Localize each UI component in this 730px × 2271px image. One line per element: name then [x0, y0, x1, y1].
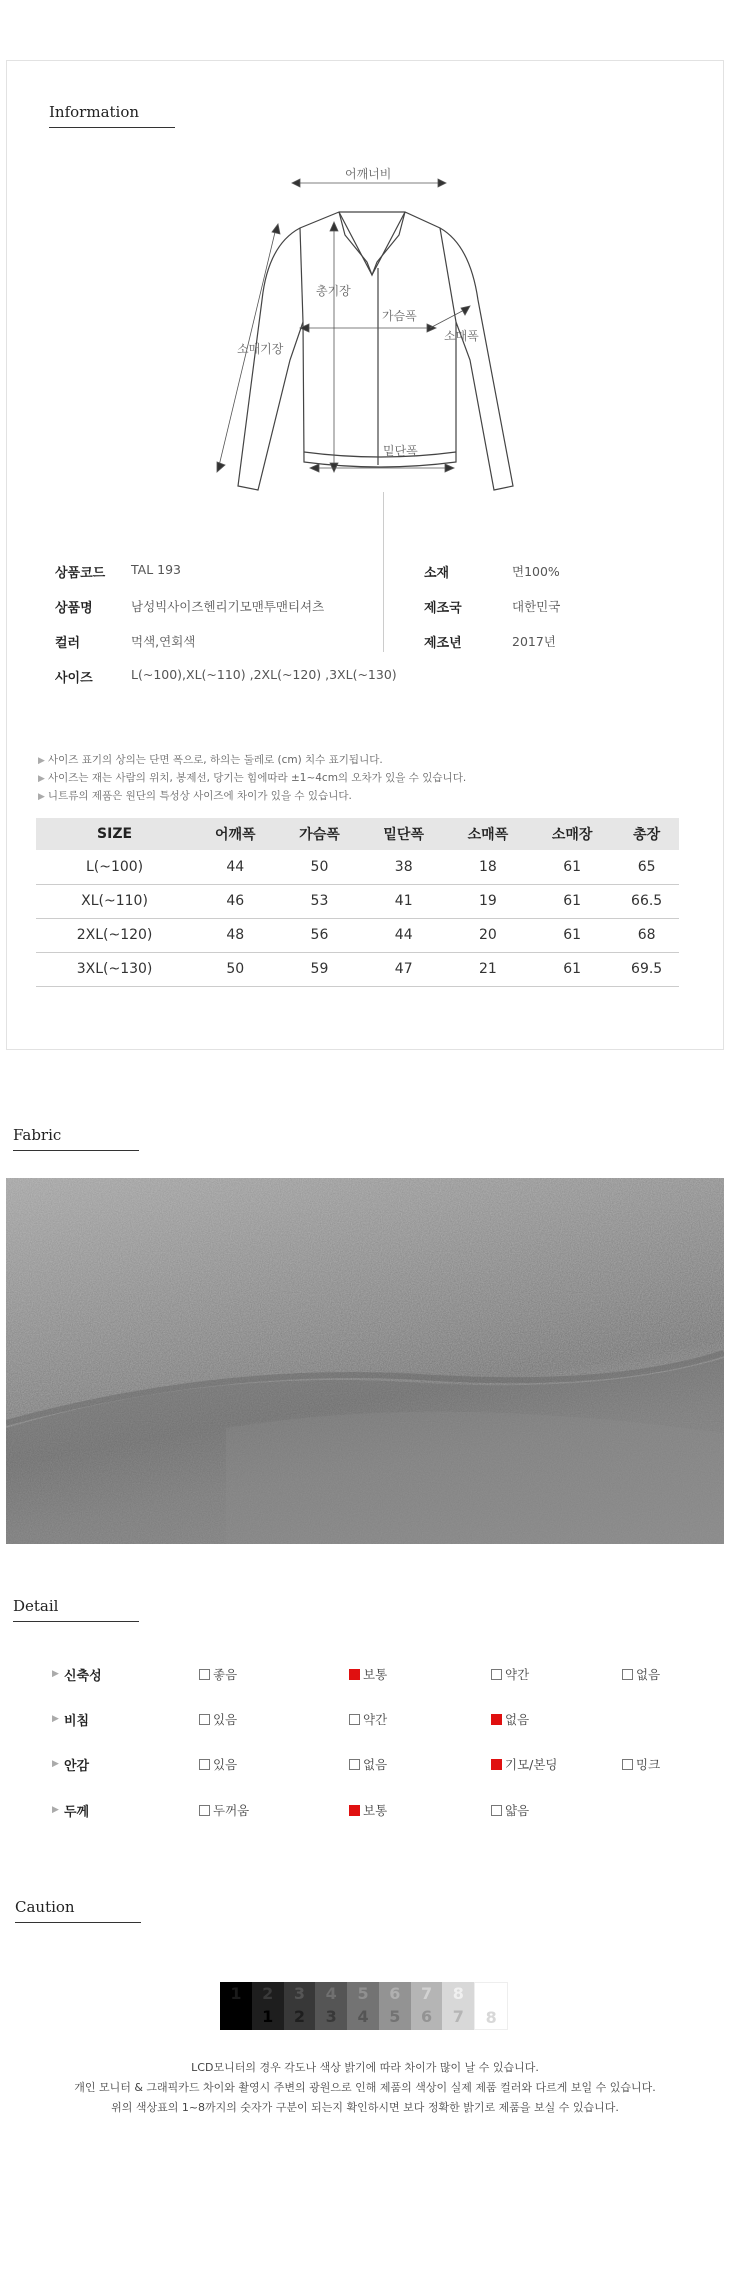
table-cell: 61: [530, 952, 614, 986]
detail-arrow-icon: ▶: [52, 1805, 59, 1815]
size-table-header: 밑단폭: [362, 818, 446, 850]
hem-band-seam: [304, 452, 456, 457]
checkbox-icon: [491, 1805, 502, 1816]
lining-option-none[interactable]: [349, 1755, 387, 1773]
checkbox-icon: [199, 1759, 210, 1770]
table-cell: 50: [277, 850, 361, 884]
size-note-1: [38, 752, 383, 767]
table-cell: 44: [362, 918, 446, 952]
product-size-value: L(~100),XL(~110) ,2XL(~120) ,3XL(~130): [131, 667, 397, 682]
left-armhole-seam: [300, 228, 303, 322]
size-table-header: 소매폭: [446, 818, 530, 850]
option-text: 약간: [363, 1712, 388, 1727]
size-table: [36, 818, 679, 987]
note-arrow-icon: ▶: [38, 756, 45, 766]
swatch-7: [411, 1982, 443, 2030]
table-cell: 66.5: [614, 884, 679, 918]
information-title: Information: [49, 103, 140, 121]
lining-option-mink[interactable]: [622, 1755, 660, 1773]
size-table-header: 총장: [614, 818, 679, 850]
caution-line-2: 개인 모니터 & 그래픽카드 차이와 촬영시 주변의 광원으로 인해 제품의 색상이 실제 제품 컬러와 다르게 보일 수 있습니다.: [74, 2081, 656, 2094]
size-note-1-text: 사이즈 표기의 상의는 단면 폭으로, 하의는 둘레로 (cm) 치수 표기됩니다.: [47, 754, 383, 766]
table-cell: 38: [362, 850, 446, 884]
table-cell: 44: [193, 850, 277, 884]
table-cell: XL(~110): [36, 884, 193, 918]
option-text: 약간: [505, 1667, 530, 1682]
table-cell: 53: [277, 884, 361, 918]
product-year-label: 제조년: [424, 636, 462, 651]
thickness-option-normal[interactable]: [349, 1801, 387, 1819]
option-text: 있음: [213, 1712, 238, 1727]
color-calibration-swatches: [220, 1982, 508, 2030]
product-color-label: 컬러: [55, 636, 81, 651]
option-text: 밍크: [636, 1757, 661, 1772]
table-cell: 19: [446, 884, 530, 918]
detail-arrow-icon: ▶: [52, 1714, 59, 1724]
thickness-option-thick[interactable]: [199, 1801, 249, 1819]
collar-outline: [339, 212, 405, 275]
collar-inner: [339, 212, 405, 275]
table-row: [36, 850, 679, 884]
option-text: 없음: [363, 1757, 388, 1772]
checkbox-icon: [349, 1714, 360, 1725]
sheer-option-slight[interactable]: [349, 1710, 387, 1728]
swatch-9: [474, 1982, 508, 2030]
detail-thickness-label: 두께: [64, 1805, 90, 1820]
checkbox-icon: [199, 1805, 210, 1816]
product-name-value: 남성빅사이즈헨리기모맨투맨티셔츠: [131, 599, 325, 614]
table-cell: 61: [530, 918, 614, 952]
product-material-label: 소재: [424, 566, 450, 581]
product-origin-value: 대한민국: [512, 599, 561, 614]
detail-stretch-label: 신축성: [64, 1669, 102, 1684]
table-cell: 46: [193, 884, 277, 918]
product-material-value: 면100%: [512, 564, 560, 579]
swatch-5: [347, 1982, 379, 2030]
checkbox-icon: [349, 1759, 360, 1770]
swatch-number-bottom: 8: [485, 2008, 497, 2027]
table-cell: 61: [530, 884, 614, 918]
stretch-option-good[interactable]: [199, 1665, 237, 1683]
fabric-closeup-photo: [6, 1178, 724, 1544]
table-cell: 47: [362, 952, 446, 986]
checkbox-icon: [622, 1759, 633, 1770]
table-cell: 41: [362, 884, 446, 918]
swatch-number-bottom: 5: [389, 2007, 401, 2026]
table-cell: L(~100): [36, 850, 193, 884]
caution-title-underline: [15, 1922, 141, 1923]
sheer-option-none[interactable]: [491, 1710, 529, 1728]
swatch-number-top: 1: [230, 1984, 242, 2003]
swatch-4: [315, 1982, 347, 2030]
note-arrow-icon: ▶: [38, 792, 45, 802]
size-note-2: [38, 770, 466, 785]
swatch-2: [252, 1982, 284, 2030]
table-cell: 59: [277, 952, 361, 986]
caution-line-1: LCD모니터의 경우 각도나 색상 밝기에 따라 차이가 많이 날 수 있습니다.: [191, 2061, 539, 2074]
table-row: [36, 918, 679, 952]
diagram-label-hem: 밑단폭: [383, 444, 418, 458]
swatch-number-bottom: 6: [421, 2007, 433, 2026]
diagram-label-length: 총기장: [316, 284, 351, 298]
table-cell: 48: [193, 918, 277, 952]
checkbox-checked-icon: [349, 1805, 360, 1816]
size-note-2-text: 사이즈는 재는 사람의 위치, 봉제선, 당기는 힘에따라 ±1~4cm의 오차가 있을 수 있습니다.: [47, 772, 467, 784]
swatch-number-top: 8: [452, 1984, 464, 2003]
stretch-option-slight[interactable]: [491, 1665, 529, 1683]
swatch-number-bottom: 7: [452, 2007, 464, 2026]
detail-arrow-icon: ▶: [52, 1669, 59, 1679]
product-color-value: 먹색,연회색: [131, 634, 196, 649]
diagram-label-shoulder: 어깨너비: [345, 167, 392, 181]
option-text: 얇음: [505, 1803, 530, 1818]
checkbox-icon: [199, 1714, 210, 1725]
product-year-value: 2017년: [512, 634, 556, 649]
swatch-number-bottom: 3: [325, 2007, 337, 2026]
fabric-title: Fabric: [13, 1126, 62, 1144]
table-cell: 56: [277, 918, 361, 952]
option-text: 없음: [505, 1712, 530, 1727]
size-note-3: [38, 788, 352, 803]
stretch-option-none[interactable]: [622, 1665, 660, 1683]
swatch-6: [379, 1982, 411, 2030]
checkbox-icon: [491, 1669, 502, 1680]
option-text: 두꺼움: [213, 1803, 250, 1818]
diagram-label-chest: 가슴폭: [382, 309, 417, 323]
checkbox-checked-icon: [491, 1714, 502, 1725]
table-cell: 2XL(~120): [36, 918, 193, 952]
product-code-value: TAL 193: [131, 562, 182, 577]
option-text: 보통: [363, 1667, 388, 1682]
right-armhole-seam: [440, 228, 456, 322]
product-info-divider: [383, 492, 384, 652]
checkbox-checked-icon: [491, 1759, 502, 1770]
caution-title: Caution: [15, 1898, 75, 1916]
swatch-number-top: 6: [389, 1984, 401, 2003]
option-text: 보통: [363, 1803, 388, 1818]
swatch-number-bottom: 4: [357, 2007, 369, 2026]
swatch-number-top: 3: [293, 1984, 306, 2003]
detail-sheerness-label: 비침: [64, 1714, 90, 1729]
product-size-label: 사이즈: [55, 671, 93, 686]
table-cell: 3XL(~130): [36, 952, 193, 986]
diagram-label-sleeve-length: 소매기장: [237, 342, 284, 356]
swatch-number-top: 2: [262, 1984, 274, 2003]
table-cell: 61: [530, 850, 614, 884]
swatch-3: [284, 1982, 316, 2030]
checkbox-icon: [199, 1669, 210, 1680]
lining-option-brushed[interactable]: [491, 1755, 558, 1773]
lining-option-yes[interactable]: [199, 1755, 237, 1773]
detail-lining-label: 안감: [64, 1759, 90, 1774]
checkbox-icon: [622, 1669, 633, 1680]
swatch-number-top: 4: [325, 1984, 337, 2003]
swatch-1: [220, 1982, 252, 2030]
swatch-8: [442, 1982, 474, 2030]
swatch-number-bottom: 2: [293, 2007, 306, 2026]
table-row: [36, 884, 679, 918]
note-arrow-icon: ▶: [38, 774, 45, 784]
fabric-title-underline: [13, 1150, 139, 1151]
sheer-option-yes[interactable]: [199, 1710, 237, 1728]
detail-title-underline: [13, 1621, 139, 1622]
caution-line-3: 위의 색상표의 1~8까지의 숫자가 구분이 되는지 확인하시면 보다 정확한 밝기로 제품을 보실 수 있습니다.: [111, 2101, 619, 2114]
detail-arrow-icon: ▶: [52, 1759, 59, 1769]
detail-title: Detail: [13, 1597, 59, 1615]
option-text: 좋음: [213, 1667, 238, 1682]
size-table-header: SIZE: [36, 818, 193, 850]
garment-size-diagram: [0, 0, 730, 520]
diagram-label-sleeve-width: 소매폭: [444, 329, 479, 343]
swatch-number-top: 7: [421, 1984, 433, 2003]
checkbox-checked-icon: [349, 1669, 360, 1680]
stretch-option-normal[interactable]: [349, 1665, 387, 1683]
swatch-number-bottom: 1: [262, 2007, 274, 2026]
table-cell: 68: [614, 918, 679, 952]
product-name-label: 상품명: [55, 601, 93, 616]
table-row: [36, 952, 679, 986]
size-table-header: 소매장: [530, 818, 614, 850]
table-cell: 50: [193, 952, 277, 986]
size-table-header: 가슴폭: [277, 818, 361, 850]
swatch-number-top: 5: [357, 1984, 369, 2003]
thickness-option-thin[interactable]: [491, 1801, 529, 1819]
size-table-header-row: [36, 818, 679, 850]
table-cell: 69.5: [614, 952, 679, 986]
product-code-label: 상품코드: [55, 566, 106, 581]
product-origin-label: 제조국: [424, 601, 462, 616]
table-cell: 65: [614, 850, 679, 884]
option-text: 있음: [213, 1757, 238, 1772]
table-cell: 20: [446, 918, 530, 952]
option-text: 기모/본딩: [505, 1757, 558, 1772]
fabric-texture: [6, 1178, 724, 1544]
option-text: 없음: [636, 1667, 661, 1682]
table-cell: 18: [446, 850, 530, 884]
table-cell: 21: [446, 952, 530, 986]
size-table-header: 어깨폭: [193, 818, 277, 850]
size-note-3-text: 니트류의 제품은 원단의 특성상 사이즈에 차이가 있을 수 있습니다.: [47, 790, 352, 802]
